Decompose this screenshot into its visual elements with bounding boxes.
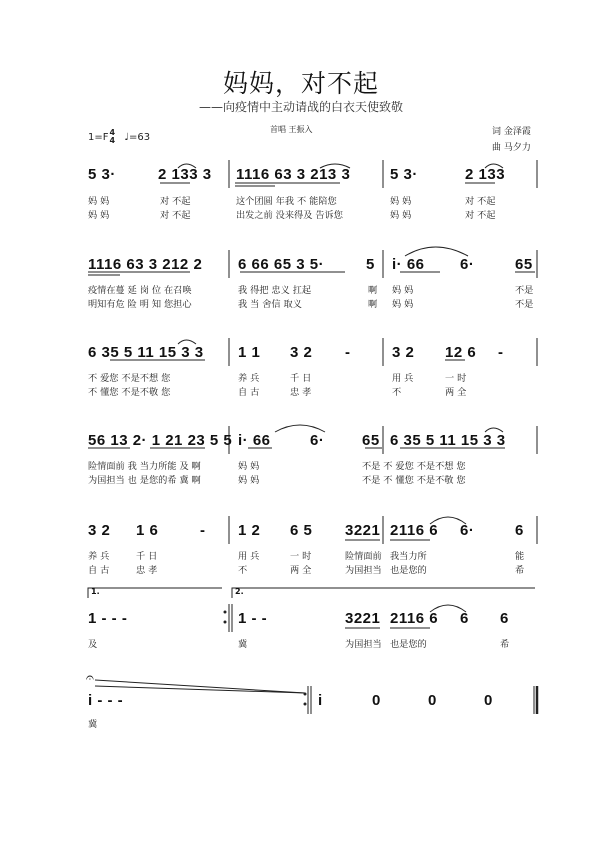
notes-l6-m3c: 6: [500, 610, 509, 627]
notes-l6-m1: 1 - - -: [88, 610, 128, 627]
composer-credit: 曲 马夕力: [492, 143, 531, 153]
lyric-l2-h: 啊: [368, 299, 378, 310]
lyric-l3-c: 千 日: [290, 373, 312, 384]
lyric-l3-f: 不 懂您 不是不敬 您: [88, 387, 171, 398]
volta-1: 1.: [91, 587, 100, 596]
notes-l3-m1: 6 35 5 11 15 3 3: [88, 344, 204, 361]
lyric-l1-g: 对 不起: [160, 210, 191, 221]
lyric-l5-g: 能: [515, 551, 525, 562]
lyric-l5-j: 不: [238, 565, 248, 576]
notes-l3-m3c: -: [498, 344, 504, 361]
lyric-l5-f: 我当力所: [390, 551, 427, 562]
quarter-note-icon: ♩: [124, 132, 129, 143]
lyric-l2-j: 不是: [515, 299, 534, 310]
lyric-l5-e: 险情面前: [345, 551, 382, 562]
notes-l1-m3: 5 3·: [390, 166, 418, 183]
lyric-l6-b: 冀: [238, 639, 248, 650]
lyric-l2-a: 疫情在蔓 延 岗 位 在召唤: [88, 285, 192, 296]
lyric-l5-i: 忠 孝: [136, 565, 158, 576]
lyric-l1-e: 对 不起: [465, 196, 496, 207]
fermata-icon: 𝄐: [86, 670, 94, 686]
song-subtitle: ——向疫情中主动请战的白衣天使致敬: [198, 100, 403, 114]
notes-l2-m3c: 65: [515, 256, 533, 273]
notes-l4-m2: i· 66: [238, 432, 271, 449]
notes-l5-m3c: 6: [515, 522, 524, 539]
key-prefix: 1=F: [88, 132, 109, 143]
notes-l6-m3b: 6: [460, 610, 469, 627]
lyric-l2-f: 明知有危 险 明 知 您担心: [88, 299, 192, 310]
lyric-l5-k: 两 全: [290, 565, 312, 576]
notes-l1-m3b: 2 133: [465, 166, 506, 183]
notes-l4-m1: 56 13 2· 1 21 23 5 5: [88, 432, 233, 449]
lyric-l4-b: 妈 妈: [238, 461, 260, 472]
lyric-l5-m: 也是您的: [390, 565, 427, 576]
lyric-l3-d: 用 兵: [392, 373, 414, 384]
lyric-l4-f: 不是 不 懂您 不是不敬 您: [362, 475, 466, 486]
lyric-l5-a: 养 兵: [88, 551, 110, 562]
lyric-l2-g: 我 当 舍信 取义: [238, 299, 302, 310]
lyric-l5-n: 希: [515, 565, 525, 576]
notes-l2-m3b: 6·: [460, 256, 475, 273]
notes-l7-m2: i: [318, 692, 323, 709]
lyric-l5-d: 一 时: [290, 551, 312, 562]
notes-l5-m3b: 6·: [460, 522, 475, 539]
lyric-l4-e: 妈 妈: [238, 475, 260, 486]
notes-l4-m2c: 65: [362, 432, 380, 449]
lyric-l5-h: 自 古: [88, 565, 110, 576]
time-top: 4: [109, 128, 116, 137]
notes-l5-m2c: 3221: [345, 522, 381, 539]
notes-l3-m3: 3 2: [392, 344, 415, 361]
lyric-l1-a: 妈 妈: [88, 196, 110, 207]
notes-l7-m2d: 0: [484, 692, 493, 709]
lyric-l1-d: 妈 妈: [390, 196, 412, 207]
notes-l2-m2: 6 66 65 3 5·: [238, 256, 325, 273]
lyric-l1-b: 对 不起: [160, 196, 191, 207]
lyric-l3-b: 养 兵: [238, 373, 260, 384]
lyric-l2-b: 我 得把 忠义 扛起: [238, 285, 312, 296]
notes-l1-m2: 1116 63 3 213 3: [236, 166, 351, 183]
notes-l2-m2b: 5: [366, 256, 375, 273]
notes-l4-m2b: 6·: [310, 432, 325, 449]
lyric-l6-a: 及: [88, 639, 98, 650]
lyric-l3-g: 自 古: [238, 387, 260, 398]
notes-l6-m2b: 3221: [345, 610, 381, 627]
lyric-l1-f: 妈 妈: [88, 210, 110, 221]
lyric-l4-d: 为国担当 也 是您的希 冀 啊: [88, 475, 201, 486]
notes-l1-m1: 5 3·: [88, 166, 116, 183]
lyric-l2-c: 啊: [368, 285, 378, 296]
notes-l5-m1: 3 2: [88, 522, 111, 539]
lyric-l5-l: 为国担当: [345, 565, 382, 576]
notes-l5-m1c: -: [200, 522, 206, 539]
lyric-l2-e: 不是: [515, 285, 534, 296]
lyricist-credit: 词 金泽霞: [492, 127, 531, 137]
lyric-l6-d: 也是您的: [390, 639, 427, 650]
notes-l6-m3: 2116 6: [390, 610, 439, 627]
lyric-l3-e: 一 时: [445, 373, 467, 384]
lyric-l3-j: 两 全: [445, 387, 467, 398]
lyric-l1-c: 这个团圆 年我 不 能陪您: [236, 196, 337, 207]
lyric-l3-i: 不: [392, 387, 402, 398]
tempo: =63: [128, 132, 151, 143]
lyric-l7-a: 冀: [88, 719, 98, 730]
lyric-l6-c: 为国担当: [345, 639, 382, 650]
notes-l7-m1: i - - -: [88, 692, 124, 709]
notes-l3-m2b: 3 2: [290, 344, 313, 361]
lyric-l5-b: 千 日: [136, 551, 158, 562]
lyric-l6-e: 希: [500, 639, 510, 650]
lyric-l2-i: 妈 妈: [392, 299, 414, 310]
notes-l4-m3: 6 35 5 11 15 3 3: [390, 432, 506, 449]
notes-l5-m2: 1 2: [238, 522, 261, 539]
lyric-l1-j: 对 不起: [465, 210, 496, 221]
lyric-l4-c: 不是 不 爱您 不是不想 您: [362, 461, 466, 472]
volta-2: 2.: [235, 587, 244, 596]
notes-l3-m2c: -: [345, 344, 351, 361]
notes-l5-m1b: 1 6: [136, 522, 159, 539]
notes-l7-m2b: 0: [372, 692, 381, 709]
lyric-l1-i: 妈 妈: [390, 210, 412, 221]
notes-l3-m3b: 12 6: [445, 344, 477, 361]
lyric-l3-h: 忠 孝: [290, 387, 312, 398]
notes-l5-m3: 2116 6: [390, 522, 439, 539]
singer-credit: 首唱 王振入: [270, 125, 313, 134]
lyric-l4-a: 险情面前 我 当力所能 及 啊: [88, 461, 201, 472]
notes-l2-m3: i· 66: [392, 256, 425, 273]
lyric-l5-c: 用 兵: [238, 551, 260, 562]
notes-l2-m1: 1116 63 3 212 2: [88, 256, 203, 273]
song-title: 妈妈，对不起: [222, 69, 379, 98]
lyric-l2-d: 妈 妈: [392, 285, 414, 296]
lyric-l3-a: 不 爱您 不是不想 您: [88, 373, 171, 384]
lyric-l1-h: 出发之前 没来得及 告诉您: [236, 210, 343, 221]
notes-l1-m1b: 2 133 3: [158, 166, 212, 183]
notes-l7-m2c: 0: [428, 692, 437, 709]
notes-l5-m2b: 6 5: [290, 522, 313, 539]
time-bottom: 4: [109, 136, 116, 145]
notes-l6-m2: 1 - -: [238, 610, 268, 627]
notes-l3-m2: 1 1: [238, 344, 261, 361]
